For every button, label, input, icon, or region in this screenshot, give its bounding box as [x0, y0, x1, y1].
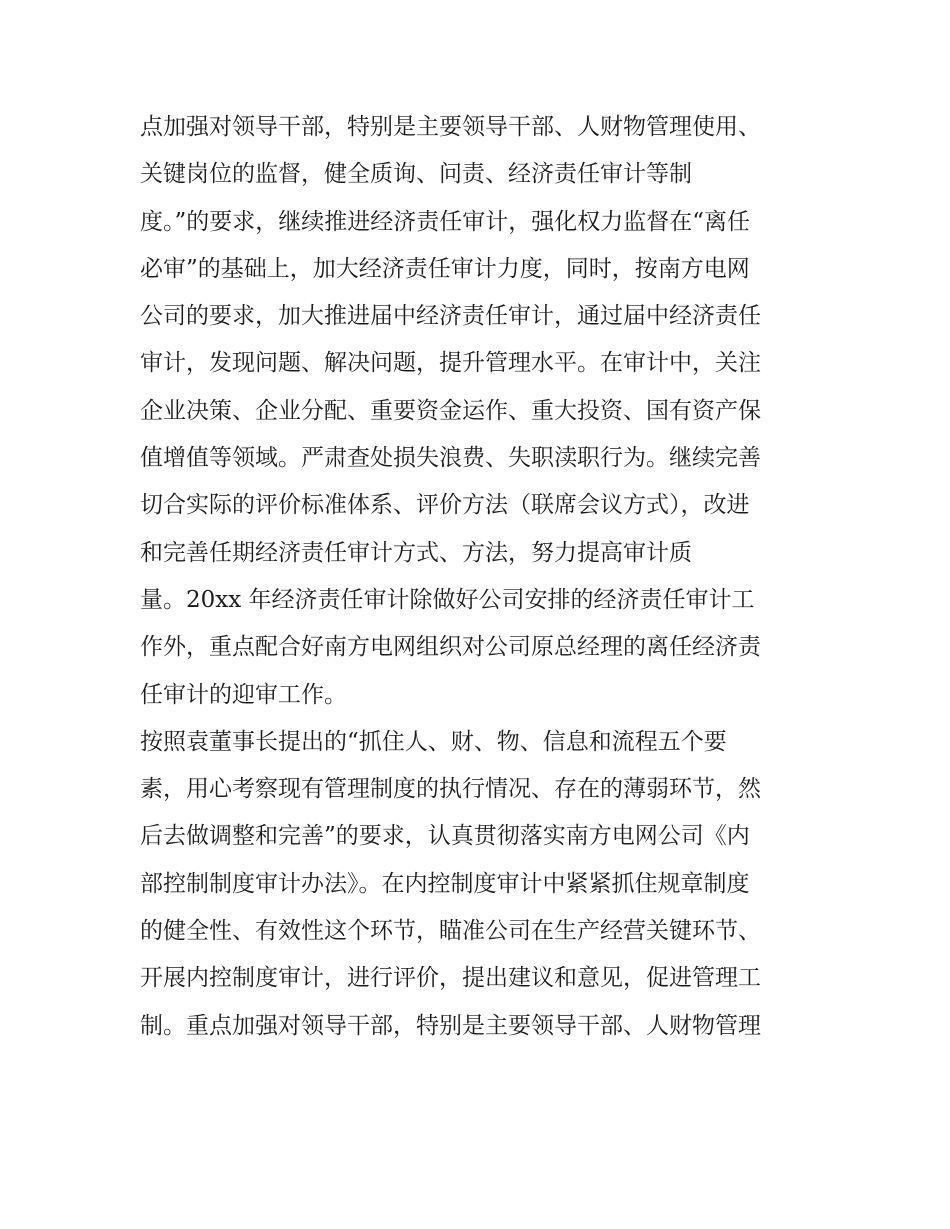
text-line: 任审计的迎审工作。 [140, 681, 347, 708]
text-line: 素，用心考察现有管理制度的执行情况、存在的薄弱环节，然 [140, 776, 761, 803]
text-line: 值增值等领域。严肃查处损失浪费、失职渎职行为。继续完善 [140, 445, 761, 472]
text-line: 量。20xx 年经济责任审计除做好公司安排的经济责任审计工 [140, 586, 755, 613]
text-line: 企业决策、企业分配、重要资金运作、重大投资、国有资产保 [140, 397, 761, 424]
text-line: 部控制制度审计办法》。在内控制度审计中紧紧抓住规章制度 [140, 870, 750, 897]
body-text [140, 104, 830, 1050]
text-line: 开展内控制度审计，进行评价，提出建议和意见，促进管理工 [140, 965, 761, 992]
text-line: 按照袁董事长提出的“抓住人、财、物、信息和流程五个要 [140, 728, 727, 755]
text-line: 度。”的要求，继续推进经济责任审计，强化权力监督在“离任 [140, 208, 751, 235]
text-line: 公司的要求，加大推进届中经济责任审计，通过届中经济责任 [140, 303, 761, 330]
text-line: 作外，重点配合好南方电网组织对公司原总经理的离任经济责 [140, 634, 761, 661]
text-line: 制。重点加强对领导干部，特别是主要领导干部、人财物管理 [140, 1012, 761, 1039]
text-line: 审计，发现问题、解决问题，提升管理水平。在审计中，关注 [140, 350, 761, 377]
text-line: 和完善任期经济责任审计方式、方法，努力提高审计质 [140, 539, 692, 566]
text-line: 关键岗位的监督，健全质询、问责、经济责任审计等制 [140, 161, 692, 188]
text-line: 后去做调整和完善”的要求，认真贯彻落实南方电网公司《内 [140, 823, 750, 850]
text-line: 必审”的基础上，加大经济责任审计力度，同时，按南方电网 [140, 255, 750, 282]
text-line: 切合实际的评价标准体系、评价方法（联席会议方式），改进 [140, 492, 750, 519]
text-line: 的健全性、有效性这个环节，瞄准公司在生产经营关键环节、 [140, 918, 761, 945]
text-line: 点加强对领导干部，特别是主要领导干部、人财物管理使用、 [140, 114, 761, 140]
